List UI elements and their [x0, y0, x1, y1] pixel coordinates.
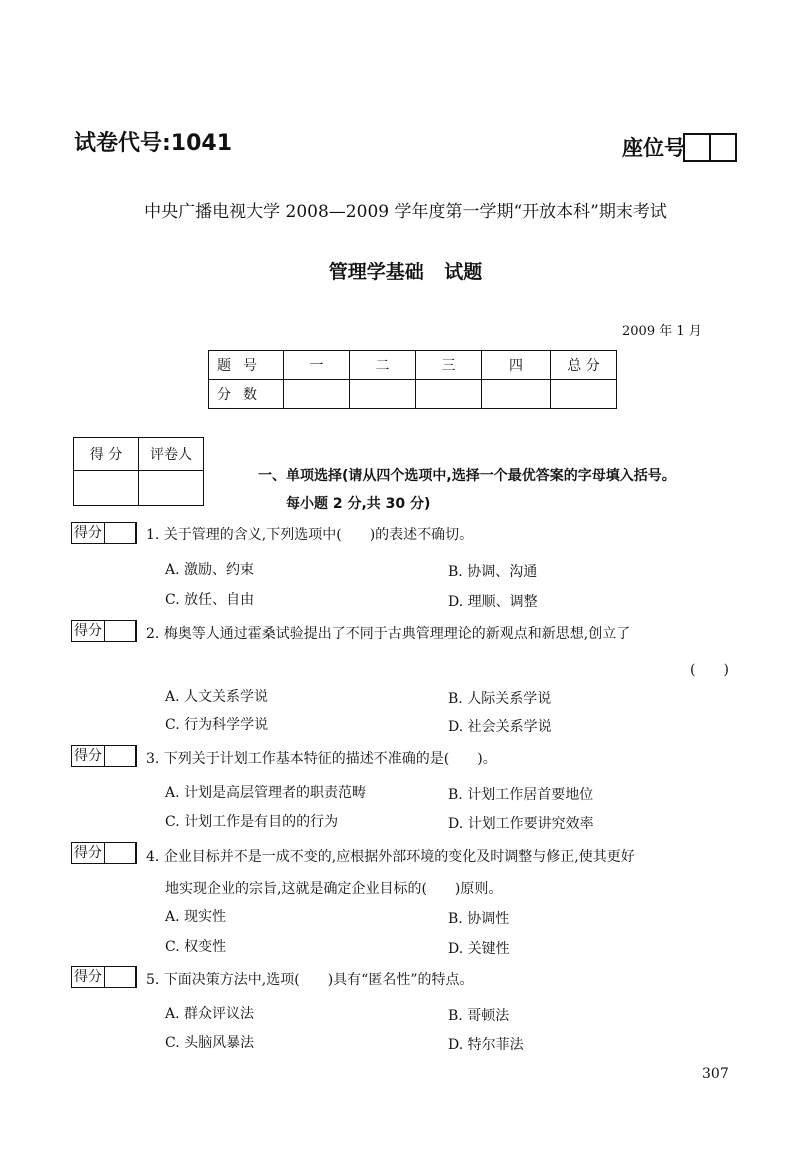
option: D. 理顺、调整 — [448, 594, 538, 610]
option: C. 权变性 — [165, 939, 227, 955]
score-cell — [551, 380, 617, 409]
section-subtitle: 每小题 2 分,共 30 分) — [286, 496, 431, 512]
option: A. 现实性 — [165, 909, 227, 925]
seat-number-box — [709, 133, 737, 162]
score-box — [71, 522, 137, 544]
score-cell — [416, 380, 482, 409]
answer-bracket: ( ) — [690, 662, 729, 678]
score-box-blank — [105, 745, 137, 767]
question-5 — [146, 969, 474, 989]
subject-title: 管理学基础 试题 — [328, 261, 483, 283]
question-text: 企业目标并不是一成不变的,应根据外部环境的变化及时调整与修正,使其更好 — [163, 849, 635, 865]
score-box-blank — [105, 522, 137, 544]
score-cell — [482, 380, 551, 409]
table-cell: 总 分 — [551, 351, 617, 380]
score-box-label: 得分 — [71, 745, 105, 767]
exam-title: 中央广播电视大学 2008—2009 学年度第一学期“开放本科”期末考试 — [144, 202, 667, 222]
table-cell: 一 — [284, 351, 350, 380]
option: A. 计划是高层管理者的职责范畴 — [165, 785, 367, 801]
option: D. 计划工作要讲究效率 — [448, 816, 594, 832]
seat-number-box — [683, 133, 711, 162]
question-text-continuation: 地实现企业的宗旨,这就是确定企业目标的( )原则。 — [165, 881, 503, 897]
score-box — [71, 745, 137, 767]
score-box-label: 得分 — [71, 620, 105, 642]
exam-date: 2009 年 1 月 — [622, 324, 702, 339]
question-text: 关于管理的含义,下列选项中( )的表述不确切。 — [163, 527, 474, 543]
exam-code: 试卷代号:1041 — [74, 131, 233, 156]
table-cell: 题号 — [209, 351, 284, 380]
score-box-blank — [105, 966, 137, 988]
table-cell: 二 — [350, 351, 416, 380]
section-title: 一、单项选择(请从四个选项中,选择一个最优答案的字母填入括号。 — [258, 468, 676, 484]
score-box-blank — [105, 620, 137, 642]
table-cell: 三 — [416, 351, 482, 380]
option: B. 计划工作居首要地位 — [448, 787, 594, 803]
question-text: 下列关于计划工作基本特征的描述不准确的是( )。 — [163, 751, 497, 767]
option: A. 群众评议法 — [165, 1006, 255, 1022]
score-box-label: 得分 — [71, 966, 105, 988]
score-cell — [74, 471, 139, 506]
question-number: 5. — [146, 972, 160, 988]
option: B. 协调性 — [448, 911, 510, 927]
option: C. 计划工作是有目的的行为 — [165, 814, 339, 830]
score-box — [71, 620, 137, 642]
option: B. 哥顿法 — [448, 1008, 510, 1024]
question-3 — [146, 748, 497, 768]
question-number: 2. — [146, 626, 160, 642]
question-4 — [146, 846, 635, 866]
score-cell — [284, 380, 350, 409]
score-summary-table — [208, 350, 617, 409]
question-number: 4. — [146, 849, 160, 865]
option: C. 头脑风暴法 — [165, 1035, 255, 1051]
seat-number-label: 座位号 — [622, 136, 685, 160]
table-cell: 四 — [482, 351, 551, 380]
table-row — [74, 471, 204, 506]
option: B. 人际关系学说 — [448, 691, 552, 707]
question-text: 下面决策方法中,选项( )具有“匿名性”的特点。 — [163, 972, 474, 988]
option: D. 关键性 — [448, 941, 510, 957]
score-cell — [350, 380, 416, 409]
question-1 — [146, 524, 473, 544]
score-box — [71, 842, 137, 864]
option: A. 激励、约束 — [165, 562, 255, 578]
table-cell: 得 分 — [74, 438, 139, 471]
option: D. 特尔菲法 — [448, 1037, 524, 1053]
table-row — [209, 351, 617, 380]
score-box-label: 得分 — [71, 842, 105, 864]
grader-table — [73, 437, 204, 506]
score-box-label: 得分 — [71, 522, 105, 544]
table-cell: 分数 — [209, 380, 284, 409]
grader-cell — [139, 471, 204, 506]
option: B. 协调、沟通 — [448, 564, 538, 580]
seat-number-field — [622, 132, 737, 162]
table-cell: 评卷人 — [139, 438, 204, 471]
option: A. 人文关系学说 — [165, 689, 269, 705]
page-number: 307 — [702, 1066, 729, 1082]
question-number: 3. — [146, 751, 160, 767]
score-box-blank — [105, 842, 137, 864]
table-row — [209, 380, 617, 409]
option: D. 社会关系学说 — [448, 719, 552, 735]
score-box — [71, 966, 137, 988]
question-text: 梅奥等人通过霍桑试验提出了不同于古典管理理论的新观点和新思想,创立了 — [163, 626, 631, 642]
option: C. 放任、自由 — [165, 592, 255, 608]
question-2 — [146, 623, 630, 643]
question-number: 1. — [146, 527, 160, 543]
option: C. 行为科学学说 — [165, 717, 269, 733]
table-row — [74, 438, 204, 471]
